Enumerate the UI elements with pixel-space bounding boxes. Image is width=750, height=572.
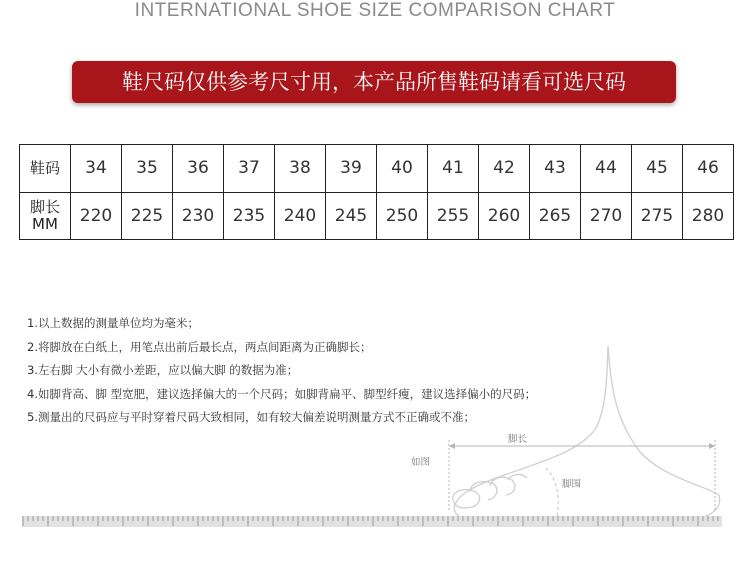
shoe-size-cell: 46 <box>683 145 734 193</box>
foot-length-cell: 230 <box>173 192 224 240</box>
foot-length-row <box>20 192 734 240</box>
foot-length-cell: 270 <box>581 192 632 240</box>
foot-length-cell: 260 <box>479 192 530 240</box>
notice-banner: 鞋尺码仅供参考尺寸用，本产品所售鞋码请看可选尺码 <box>72 61 676 103</box>
foot-circumference-arc <box>546 468 558 516</box>
shoe-size-cell: 36 <box>173 145 224 193</box>
foot-length-cell: 255 <box>428 192 479 240</box>
foot-length-cell: 220 <box>71 192 122 240</box>
shoe-size-cell: 37 <box>224 145 275 193</box>
foot-length-cell: 265 <box>530 192 581 240</box>
shoe-size-cell: 45 <box>632 145 683 193</box>
foot-length-cell: 235 <box>224 192 275 240</box>
toe-3 <box>490 477 515 495</box>
foot-length-label-unit: MM <box>32 214 58 233</box>
note-item: 2.将脚放在白纸上，用笔点出前后最长点，两点间距离为正确脚长； <box>27 339 372 354</box>
size-table <box>19 144 734 240</box>
shoe-size-cell: 35 <box>122 145 173 193</box>
foot-length-cell: 280 <box>683 192 734 240</box>
note-item: 5.测量出的尺码应与平时穿着尺码大致相同，如有较大偏差说明测量方式不正确或不准； <box>27 410 475 424</box>
foot-length-cell: 245 <box>326 192 377 240</box>
note-item: 3.左右脚 大小有微小差距，应以偏大脚 的数据为准； <box>27 363 299 377</box>
shoe-size-cell: 42 <box>479 145 530 193</box>
foot-length-annotation: 脚长 <box>508 434 528 445</box>
foot-length-cell: 275 <box>632 192 683 240</box>
foot-length-label <box>20 192 71 240</box>
foot-length-label-line1: 脚长 <box>29 197 60 216</box>
foot-length-cell: 250 <box>377 192 428 240</box>
shoe-size-cell: 41 <box>428 145 479 193</box>
shoe-size-row <box>20 145 734 193</box>
shoe-size-cell: 39 <box>326 145 377 193</box>
note-item: 4.如脚背高、脚 型宽肥，建议选择偏大的一个尺码；如脚背扁平、脚型纤瘦，建议选择偏小的尺码； <box>27 386 537 401</box>
shoe-size-label: 鞋码 <box>20 145 71 193</box>
note-item: 1.以上数据的测量单位均为毫米； <box>27 316 199 330</box>
chart-title: INTERNATIONAL SHOE SIZE COMPARISON CHART <box>134 0 616 21</box>
foot-length-cell: 225 <box>122 192 173 240</box>
shoe-size-cell: 40 <box>377 145 428 193</box>
as-shown-annotation: 如图 <box>411 457 431 468</box>
ruler <box>22 512 722 530</box>
shoe-size-cell: 44 <box>581 145 632 193</box>
foot-circumference-annotation: 脚围 <box>562 479 582 490</box>
shoe-size-cell: 34 <box>71 145 122 193</box>
shoe-size-cell: 38 <box>275 145 326 193</box>
foot-outline <box>454 346 719 518</box>
foot-length-cell: 240 <box>275 192 326 240</box>
foot-diagram <box>0 300 750 530</box>
shoe-size-cell: 43 <box>530 145 581 193</box>
